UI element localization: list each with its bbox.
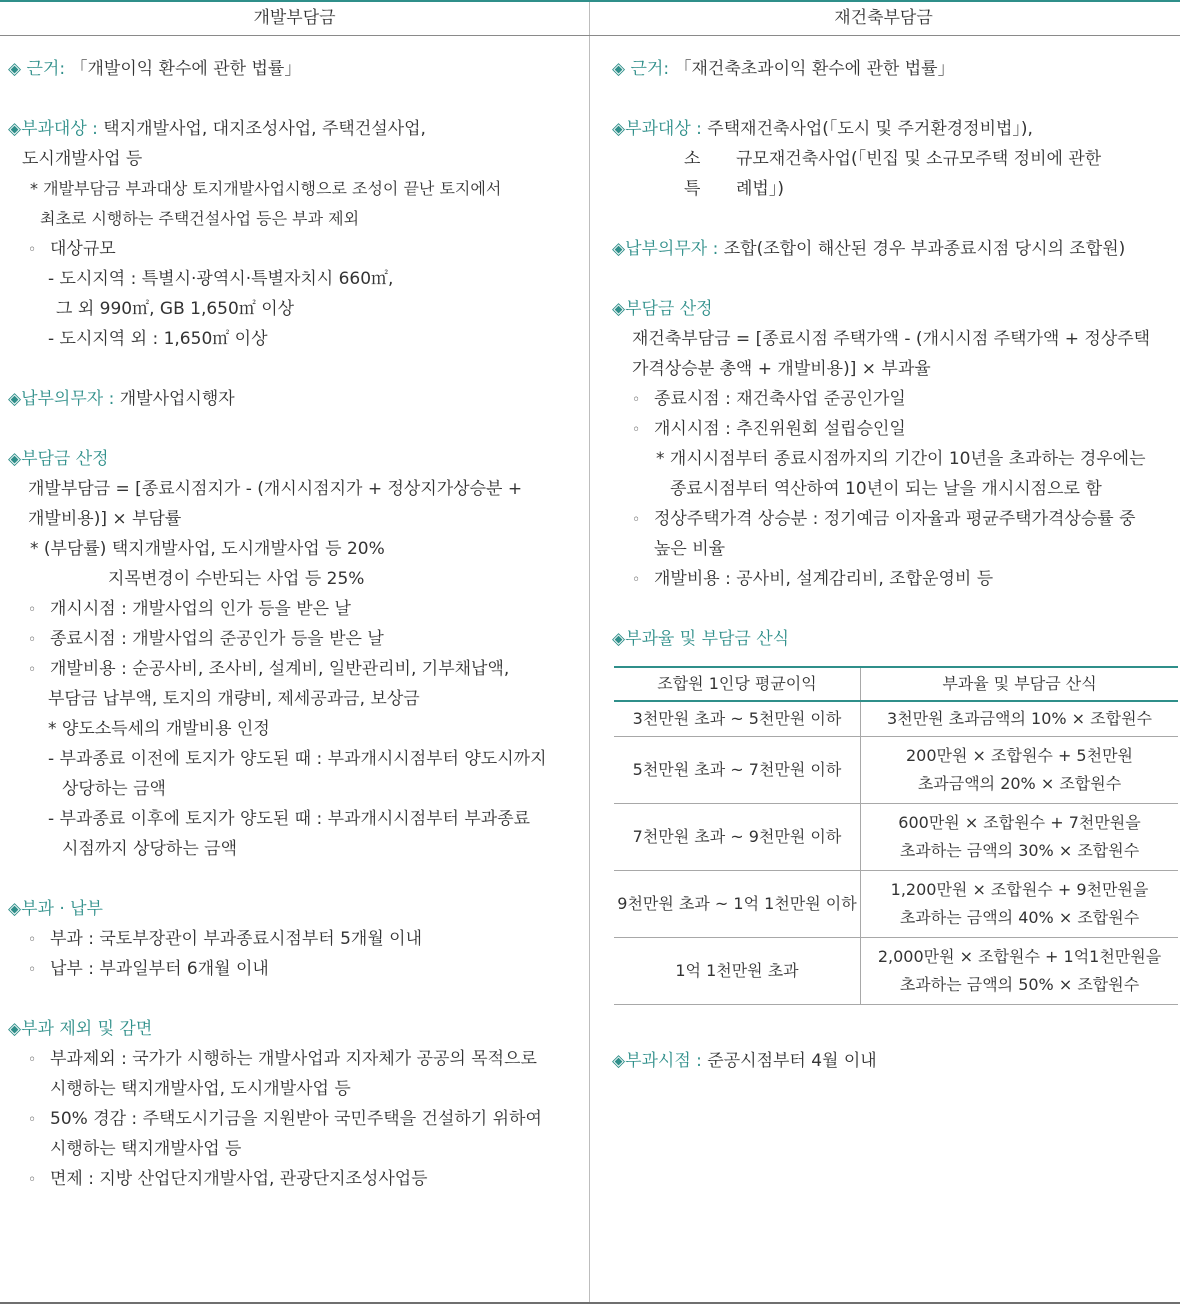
list-item: ◦ 개발비용 : 순공사비, 조사비, 설계비, 일반관리비, 기부채납액, (28, 654, 509, 685)
formula-cell: 200만원 × 조합원수 + 5천만원 초과금액의 20% × 조합원수 (861, 737, 1179, 804)
diamond-icon: ◈ (8, 389, 22, 409)
bullet-icon: ◦ (632, 422, 641, 438)
calc-heading: ◈부담금 산정 (8, 449, 109, 469)
basis-heading: ◈ 근거: 「재건축초과이익 환수에 관한 법률」 (612, 59, 955, 79)
note-line: 종료시점부터 역산하여 10년이 되는 날을 개시시점으로 함 (670, 479, 1102, 499)
list-item: 부담금 납부액, 토지의 개량비, 제세공과금, 보상금 (48, 689, 420, 709)
profit-range-cell: 5천만원 초과 ~ 7천만원 이하 (614, 737, 861, 804)
list-item: ◦ 부과 : 국토부장관이 부과종료시점부터 5개월 이내 (28, 924, 422, 955)
target-text: 례법」) (736, 179, 784, 199)
target-heading: ◈부과대상 : 택지개발사업, 대지조성사업, 주택건설사업, (8, 119, 426, 139)
note-line: * (부담률) 택지개발사업, 도시개발사업 등 20% (30, 539, 385, 559)
profit-range-cell: 9천만원 초과 ~ 1억 1천만원 이하 (614, 871, 861, 938)
bullet-icon: ◦ (28, 1172, 37, 1188)
list-item: 상당하는 금액 (62, 779, 166, 799)
note-line: 최초로 시행하는 주택건설사업 등은 부과 제외 (40, 209, 360, 228)
diamond-icon: ◈ (8, 119, 22, 139)
list-item: ◦ 대상규모 (28, 234, 116, 265)
list-item: - 부과종료 이전에 토지가 양도된 때 : 부과개시시점부터 양도시까지 (48, 749, 547, 769)
bullet-icon: ◦ (632, 392, 641, 408)
table-row (614, 701, 1178, 737)
header-development-charge: 개발부담금 (253, 8, 336, 28)
profit-range-cell: 3천만원 초과 ~ 5천만원 이하 (614, 701, 861, 737)
formula-line: 개발비용)] × 부담률 (28, 509, 182, 529)
diamond-icon: ◈ (8, 1019, 22, 1039)
list-item: ◦ 개시시점 : 개발사업의 인가 등을 받은 날 (28, 594, 351, 625)
diamond-icon: ◈ (8, 449, 22, 469)
formula-cell: 2,000만원 × 조합원수 + 1억1천만원을 초과하는 금액의 50% × 조합원수 (861, 938, 1179, 1005)
bullet-icon: ◦ (28, 962, 37, 978)
basis-heading: ◈ 근거: 「개발이익 환수에 관한 법률」 (8, 59, 302, 79)
note-line: * 개시시점부터 종료시점까지의 기간이 10년을 초과하는 경우에는 (656, 449, 1146, 469)
bullet-icon: ◦ (28, 632, 37, 648)
table-row (614, 804, 1178, 871)
diamond-icon: ◈ (612, 629, 626, 649)
list-item: ◦ 부과제외 : 국가가 시행하는 개발사업과 지자체가 공공의 목적으로 (28, 1044, 537, 1075)
profit-range-cell: 1억 1천만원 초과 (614, 938, 861, 1005)
list-item: ◦ 개발비용 : 공사비, 설계감리비, 조합운영비 등 (632, 564, 993, 595)
target-heading: ◈부과대상 : 주택재건축사업(「도시 및 주거환경정비법」), (612, 119, 1033, 139)
diamond-icon: ◈ (612, 59, 626, 79)
formula-line: 재건축부담금 = [종료시점 주택가액 - (개시시점 주택가액 + 정상주택 (632, 329, 1151, 349)
column-header: 부과율 및 부담금 산식 (861, 667, 1179, 701)
formula-cell: 3천만원 초과금액의 10% × 조합원수 (861, 701, 1179, 737)
list-item: ◦ 면제 : 지방 산업단지개발사업, 관광단지조성사업등 (28, 1164, 428, 1195)
diamond-icon: ◈ (8, 899, 22, 919)
bullet-icon: ◦ (28, 602, 37, 618)
table-row (614, 938, 1178, 1005)
target-text: 도시개발사업 등 (22, 149, 143, 169)
diamond-icon: ◈ (612, 299, 626, 319)
table-header (0, 2, 1180, 36)
list-item: 시행하는 택지개발사업, 도시개발사업 등 (50, 1079, 351, 1099)
list-item: 시점까지 상당하는 금액 (62, 839, 238, 859)
list-item: 그 외 990㎡, GB 1,650㎡ 이상 (56, 299, 295, 319)
bullet-icon: ◦ (28, 242, 37, 258)
bullet-icon: ◦ (28, 662, 37, 678)
formula-line: 가격상승분 총액 + 개발비용)] × 부과율 (632, 359, 931, 379)
list-item: - 도시지역 외 : 1,650㎡ 이상 (48, 329, 268, 349)
table-row (614, 871, 1178, 938)
target-text: 특 (684, 179, 701, 199)
note-line: * 양도소득세의 개발비용 인정 (48, 719, 270, 739)
payer-heading: ◈납부의무자 : 개발사업시행자 (8, 389, 235, 409)
bullet-icon: ◦ (28, 1052, 37, 1068)
target-text: 소 (684, 149, 701, 169)
table-row (614, 737, 1178, 804)
list-item: ◦ 50% 경감 : 주택도시기금을 지원받아 국민주택을 건설하기 위하여 (28, 1104, 542, 1135)
list-item: ◦ 정상주택가격 상승분 : 정기예금 이자율과 평균주택가격상승률 중 (632, 504, 1136, 535)
column-header: 조합원 1인당 평균이익 (614, 667, 861, 701)
payer-heading: ◈납부의무자 : 조합(조합이 해산된 경우 부과종료시점 당시의 조합원) (612, 239, 1126, 259)
list-item: 시행하는 택지개발사업 등 (50, 1139, 242, 1159)
note-line: * 개발부담금 부과대상 토지개발사업시행으로 조성이 끝난 토지에서 (30, 179, 502, 198)
diamond-icon: ◈ (612, 1051, 626, 1071)
rate-heading: ◈부과율 및 부담금 산식 (612, 629, 790, 649)
column-divider (589, 2, 590, 1302)
diamond-icon: ◈ (8, 59, 22, 79)
formula-line: 개발부담금 = [종료시점지가 - (개시시점지가 + 정상지가상승분 + (28, 479, 523, 499)
exempt-heading: ◈부과 제외 및 감면 (8, 1019, 153, 1039)
list-item: ◦ 납부 : 부과일부터 6개월 이내 (28, 954, 269, 985)
formula-cell: 600만원 × 조합원수 + 7천만원을 초과하는 금액의 30% × 조합원수 (861, 804, 1179, 871)
list-item: ◦ 종료시점 : 개발사업의 준공인가 등을 받은 날 (28, 624, 384, 655)
calc-heading: ◈부담금 산정 (612, 299, 713, 319)
diamond-icon: ◈ (612, 239, 626, 259)
header-reconstruction-charge: 재건축부담금 (834, 8, 933, 28)
impose-heading: ◈부과 · 납부 (8, 899, 103, 919)
list-item: ◦ 종료시점 : 재건축사업 준공인가일 (632, 384, 906, 415)
timing-heading: ◈부과시점 : 준공시점부터 4월 이내 (612, 1051, 877, 1071)
diamond-icon: ◈ (612, 119, 626, 139)
bullet-icon: ◦ (28, 1112, 37, 1128)
bullet-icon: ◦ (28, 932, 37, 948)
list-item: 높은 비율 (654, 539, 726, 559)
list-item: - 부과종료 이후에 토지가 양도된 때 : 부과개시시점부터 부과종료 (48, 809, 531, 829)
bullet-icon: ◦ (632, 572, 641, 588)
list-item: ◦ 개시시점 : 추진위원회 설립승인일 (632, 414, 906, 445)
list-item: - 도시지역 : 특별시·광역시·특별자치시 660㎡, (48, 269, 394, 289)
note-line: 지목변경이 수반되는 사업 등 25% (108, 569, 365, 589)
target-text: 규모재건축사업(「빈집 및 소규모주택 정비에 관한 (736, 149, 1102, 169)
formula-cell: 1,200만원 × 조합원수 + 9천만원을 초과하는 금액의 40% × 조합원수 (861, 871, 1179, 938)
bullet-icon: ◦ (632, 512, 641, 528)
rate-table (614, 666, 1178, 1005)
profit-range-cell: 7천만원 초과 ~ 9천만원 이하 (614, 804, 861, 871)
